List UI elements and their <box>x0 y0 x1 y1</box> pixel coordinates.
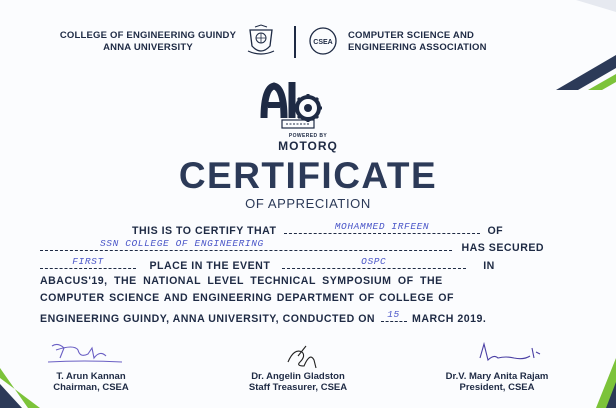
place-in-event-label: PLACE IN THE EVENT <box>149 260 271 272</box>
association-logo <box>308 26 338 56</box>
college-name <box>58 30 238 54</box>
certificate-subtitle: OF APPRECIATION <box>245 196 371 211</box>
event-month-year: MARCH 2019. <box>412 313 487 325</box>
recipient-name: MOHAMMED IRFEEN <box>334 221 430 232</box>
event-name: OSPC <box>361 256 387 267</box>
recipient-position: FIRST <box>72 256 104 267</box>
body-line-2 <box>40 239 556 254</box>
signatory-treasurer-name: Dr. Angelin Gladston <box>251 371 345 382</box>
certify-prefix: THIS IS TO CERTIFY THAT <box>132 225 277 237</box>
sponsor-name: MOTORQ <box>278 139 338 153</box>
university-emblem-icon <box>246 24 276 58</box>
association-name <box>348 30 487 54</box>
signatory-chairman <box>36 371 146 393</box>
college-field <box>40 239 452 251</box>
certificate-header <box>0 22 616 66</box>
name-field <box>284 222 480 234</box>
body-line-6 <box>40 310 556 325</box>
event-day: 15 <box>387 309 400 320</box>
association-name-line2: ENGINEERING ASSOCIATION <box>348 42 487 53</box>
body-line-3 <box>40 257 556 272</box>
abacus-event-logo <box>256 76 326 132</box>
position-field <box>40 257 136 269</box>
certificate-title: CERTIFICATE <box>178 155 438 196</box>
conducted-on-label: ENGINEERING GUINDY, ANNA UNIVERSITY, CONDUCTED ON <box>40 313 376 325</box>
signature-president <box>470 340 550 366</box>
in-label: IN <box>483 260 495 272</box>
signature-chairman <box>44 340 124 366</box>
body-line-5: COMPUTER SCIENCE AND ENGINEERING DEPARTMENT OF COLLEGE OF <box>40 292 454 304</box>
signatory-president-name: Dr.V. Mary Anita Rajam <box>445 371 549 382</box>
header-divider <box>294 26 296 58</box>
body-line-1 <box>40 222 556 237</box>
signatory-treasurer <box>228 371 368 393</box>
powered-by-label: POWERED BY <box>288 133 328 139</box>
of-label: OF <box>487 225 504 237</box>
college-name-line1: COLLEGE OF ENGINEERING GUINDY <box>59 30 237 41</box>
college-name-line2: ANNA UNIVERSITY <box>103 42 193 53</box>
has-secured-label: HAS SECURED <box>461 242 545 254</box>
event-field <box>282 257 466 269</box>
association-logo-text: CSEA <box>313 39 333 46</box>
signature-treasurer <box>276 342 336 372</box>
signatory-treasurer-role: Staff Treasurer, CSEA <box>248 382 348 393</box>
date-field <box>381 310 407 322</box>
body-line-4: ABACUS'19, THE NATIONAL LEVEL TECHNICAL SYMPOSIUM OF THE <box>40 275 443 287</box>
recipient-college: SSN COLLEGE OF ENGINEERING <box>100 238 264 249</box>
signatory-chairman-role: Chairman, CSEA <box>53 382 129 393</box>
signatory-president-role: President, CSEA <box>459 382 535 393</box>
association-name-line1: COMPUTER SCIENCE AND <box>348 30 475 41</box>
signatory-chairman-name: T. Arun Kannan <box>56 371 126 382</box>
signatory-president <box>422 371 572 393</box>
corner-decoration-bottom-right <box>576 348 616 408</box>
